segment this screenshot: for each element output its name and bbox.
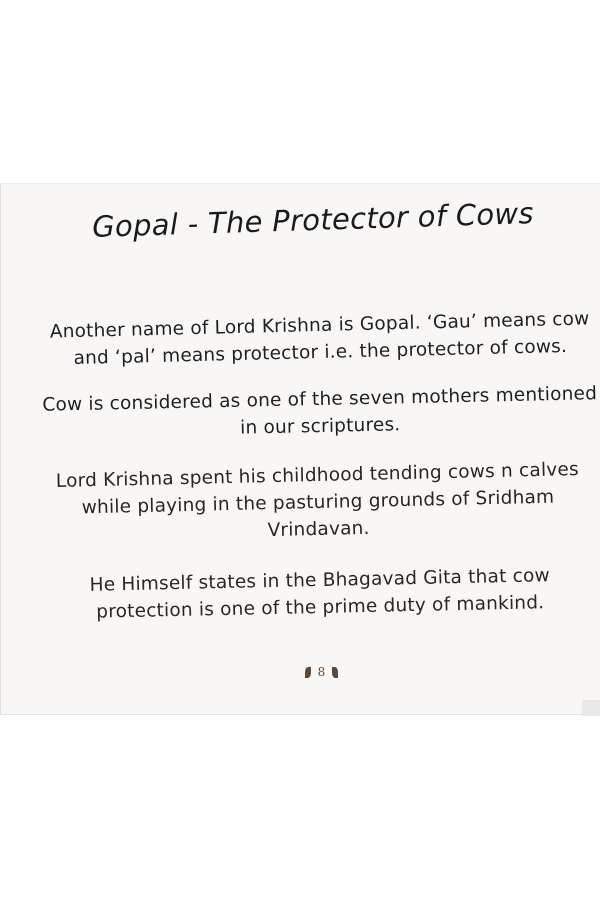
- leaf-ornament-icon: [305, 667, 311, 678]
- page-title: Gopal - The Protector of Cows: [91, 196, 535, 244]
- page-number: 8: [317, 665, 326, 679]
- book-page: [0, 183, 600, 715]
- page-edge: [582, 700, 600, 716]
- paragraph-bhagavad-gita: He Himself states in the Bhagavad Gita that cow protection is one of the prime duty of mankind.: [89, 565, 551, 623]
- leaf-ornament-icon: [332, 667, 338, 678]
- paragraph-childhood: Lord Krishna spent his childhood tending cows n calves while playing in the pasturing grounds of Sridham Vrindavan.: [55, 459, 580, 542]
- page-number-footer: [0, 665, 600, 679]
- paragraph-gopal-meaning: Another name of Lord Krishna is Gopal. ‘Gau’ means cow and ‘pal’ means protector i.e. the protector of cows.: [49, 308, 590, 370]
- paragraph-seven-mothers: Cow is considered as one of the seven mothers mentioned in our scriptures.: [42, 383, 598, 439]
